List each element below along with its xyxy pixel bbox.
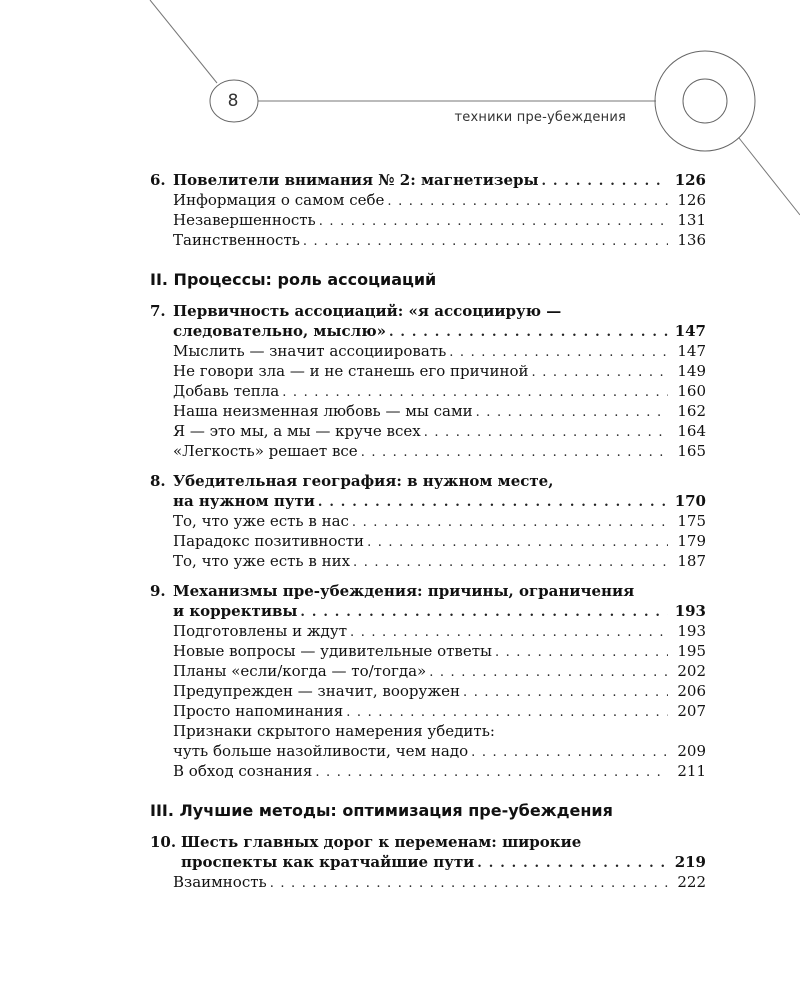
item-title: Таинственность: [173, 231, 300, 249]
leader-dots: [350, 623, 668, 643]
page-ref: 147: [677, 342, 706, 360]
item-title: Не говори зла — и не станешь его причиной: [173, 362, 529, 380]
toc-item[interactable]: [150, 872, 706, 892]
item-title: Незавершенность: [173, 211, 316, 229]
item-title: Новые вопросы — удивительные ответы: [173, 642, 492, 660]
leader-dots: [387, 192, 668, 212]
page-ref: 164: [677, 422, 706, 440]
chapter-title: Механизмы пре-убеждения: причины, ограничения: [173, 582, 635, 600]
item-title: Мыслить — значит ассоциировать: [173, 342, 447, 360]
page-ref: 126: [674, 171, 706, 189]
chapter-number: 8.: [150, 472, 166, 490]
page-ref: 160: [677, 382, 706, 400]
toc-item[interactable]: [150, 511, 706, 531]
page-ref: 187: [677, 552, 706, 570]
item-title: Наша неизменная любовь — мы сами: [173, 402, 473, 420]
leader-dots: [319, 212, 668, 232]
part-heading-3[interactable]: III. Лучшие методы: оптимизация пре-убеждения: [150, 801, 613, 820]
item-title: Добавь тепла: [173, 382, 280, 400]
leader-dots: [361, 443, 668, 463]
chapter-number: 6.: [150, 171, 166, 189]
leader-dots: [477, 854, 668, 874]
page-ref: 222: [677, 873, 706, 891]
leader-dots: [429, 663, 668, 683]
item-title: Я — это мы, а мы — круче всех: [173, 422, 421, 440]
toc-chapter-9-line1[interactable]: [150, 581, 706, 601]
leader-dots: [471, 743, 668, 763]
table-of-contents: [150, 170, 706, 892]
page-ref: 131: [677, 211, 706, 229]
page-ref: 207: [677, 702, 706, 720]
leader-dots: [542, 172, 668, 192]
toc-item[interactable]: [150, 661, 706, 681]
page-ref: 206: [677, 682, 706, 700]
item-title: Планы «если/когда — то/тогда»: [173, 662, 427, 680]
item-title: Признаки скрытого намерения убедить:: [173, 722, 495, 740]
toc-item[interactable]: [150, 421, 706, 441]
chapter-title: Шесть главных дорог к переменам: широкие: [181, 833, 582, 851]
page-ref: 179: [677, 532, 706, 550]
chapter-number: 9.: [150, 582, 166, 600]
leader-dots: [367, 533, 668, 553]
leader-dots: [449, 343, 668, 363]
large-inner-circle: [683, 79, 727, 123]
toc-item[interactable]: [150, 701, 706, 721]
leader-dots: [495, 643, 668, 663]
part-heading-2[interactable]: II. Процессы: роль ассоциаций: [150, 270, 437, 289]
page-ref: 149: [677, 362, 706, 380]
page-ref: 209: [677, 742, 706, 760]
leader-dots: [353, 553, 668, 573]
toc-item[interactable]: [150, 190, 706, 210]
item-title: Информация о самом себе: [173, 191, 385, 209]
toc-item[interactable]: [150, 551, 706, 571]
large-outer-circle: [655, 51, 755, 151]
toc-item[interactable]: [150, 381, 706, 401]
toc-item[interactable]: [150, 401, 706, 421]
item-title: Просто напоминания: [173, 702, 344, 720]
leader-dots: [270, 874, 668, 894]
toc-item[interactable]: [150, 681, 706, 701]
item-title: То, что уже есть в нас: [173, 512, 349, 530]
item-title: Подготовлены и ждут: [173, 622, 348, 640]
toc-chapter-9-line2[interactable]: [150, 601, 706, 621]
chapter-number: 7.: [150, 302, 166, 320]
page-ref: 193: [677, 622, 706, 640]
toc-chapter-7-line2[interactable]: [150, 321, 706, 341]
page-ref: 170: [674, 492, 706, 510]
chapter-title-cont: на нужном пути: [173, 492, 315, 510]
toc-item-line2[interactable]: [150, 741, 706, 761]
leader-dots: [424, 423, 668, 443]
item-title: Взаимность: [173, 873, 267, 891]
toc-item-line1[interactable]: [150, 721, 706, 741]
toc-chapter-10-line2[interactable]: [150, 852, 706, 872]
toc-item[interactable]: [150, 531, 706, 551]
item-title: То, что уже есть в них: [173, 552, 351, 570]
leader-dots: [282, 383, 668, 403]
leader-dots: [300, 603, 668, 623]
page-ref: 165: [677, 442, 706, 460]
toc-item[interactable]: [150, 621, 706, 641]
toc-item[interactable]: [150, 761, 706, 781]
page-ref: 162: [677, 402, 706, 420]
page-number: 8: [227, 91, 239, 111]
running-title: техники пре-убеждения: [454, 110, 626, 125]
toc-chapter-10-line1[interactable]: [150, 832, 706, 852]
page-ref: 126: [677, 191, 706, 209]
item-title: Парадокс позитивности: [173, 532, 365, 550]
chapter-title: Убедительная география: в нужном месте,: [173, 472, 554, 490]
chapter-title-cont: следовательно, мыслю»: [173, 322, 386, 340]
item-title: «Легкость» решает все: [173, 442, 358, 460]
page-ref: 202: [677, 662, 706, 680]
chapter-title: Повелители внимания № 2: магнетизеры: [173, 171, 539, 189]
toc-item[interactable]: [150, 641, 706, 661]
toc-item[interactable]: [150, 361, 706, 381]
item-title: В обход сознания: [173, 762, 313, 780]
chapter-number: 10.: [150, 833, 177, 851]
toc-chapter-6[interactable]: [150, 170, 706, 190]
page-ref: 193: [674, 602, 706, 620]
page-ref: 175: [677, 512, 706, 530]
leader-dots: [318, 493, 668, 513]
leader-dots: [463, 683, 668, 703]
leader-dots: [352, 513, 668, 533]
chapter-title-cont: и коррективы: [173, 602, 298, 620]
leader-dots: [389, 323, 668, 343]
leader-dots: [303, 232, 668, 252]
page-ref: 136: [677, 231, 706, 249]
toc-item[interactable]: [150, 441, 706, 461]
leader-dots: [532, 363, 668, 383]
item-title: Предупрежден — значит, вооружен: [173, 682, 461, 700]
leader-dots: [346, 703, 668, 723]
item-title-cont: чуть больше назойливости, чем надо: [173, 742, 469, 760]
toc-item[interactable]: [150, 230, 706, 250]
page-ref: 147: [674, 322, 706, 340]
leader-dots: [315, 763, 668, 783]
toc-item[interactable]: [150, 210, 706, 230]
page-ref: 211: [677, 762, 706, 780]
chapter-title: Первичность ассоциаций: «я ассоциирую —: [173, 302, 562, 320]
toc-chapter-8-line2[interactable]: [150, 491, 706, 511]
toc-chapter-8-line1[interactable]: [150, 471, 706, 491]
toc-item[interactable]: [150, 341, 706, 361]
leader-dots: [476, 403, 668, 423]
chapter-title-cont: проспекты как кратчайшие пути: [181, 853, 475, 871]
page-ref: 195: [677, 642, 706, 660]
page-ref: 219: [674, 853, 706, 871]
toc-chapter-7-line1[interactable]: [150, 301, 706, 321]
